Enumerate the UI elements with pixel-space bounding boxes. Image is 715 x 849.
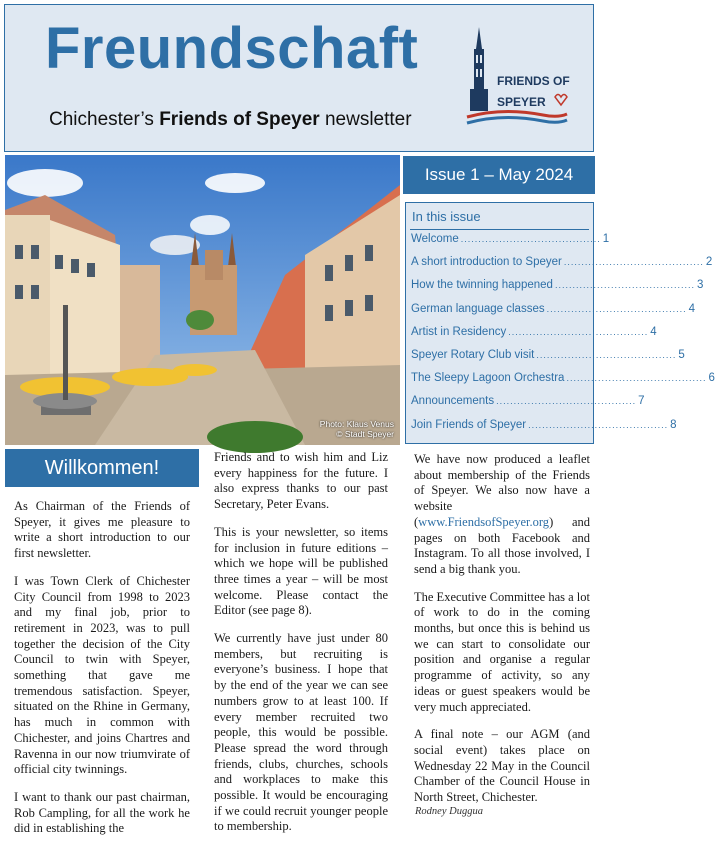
logo-line-1: FRIENDS OF — [497, 74, 570, 88]
toc-item-page: 3 — [696, 279, 704, 292]
toc-item-title: Join Friends of Speyer — [411, 418, 527, 431]
toc-item-page: 8 — [670, 418, 677, 431]
subtitle-pre: Chichester’s — [49, 109, 160, 130]
toc-item[interactable] — [411, 395, 645, 418]
toc-leader: ........................................ — [528, 419, 669, 430]
paragraph: I was Town Clerk of Chichester City Council from 1998 to 2023 and my final job, prior to retirement in 2023, was to pull together the decision of the City Council to twin with Speyer, something that gave me tremendous satisfaction. Speyer, situated on the Rhine in Germany, has much in common with Chichester, and joins Chartres and Ravenna in our now triumvirate of official city twinnings. — [14, 573, 190, 777]
issue-label: Issue 1 – May 2024 — [403, 156, 595, 194]
toc-item-page: 1 — [602, 233, 610, 245]
logo-wordmark — [497, 75, 570, 109]
toc-item-page: 7 — [638, 395, 645, 408]
subtitle-post: newsletter — [319, 109, 412, 130]
toc-divider — [410, 229, 589, 230]
paragraph — [414, 452, 590, 578]
toc-item[interactable] — [411, 233, 610, 256]
newsletter-subtitle — [49, 109, 412, 131]
toc-item[interactable] — [411, 348, 685, 372]
speyer-street-photo — [5, 155, 400, 445]
paragraph: This is your newsletter, so items for inclusion in future editions – which we hope will be published three times a year – will be most welcome. Please contact the Editor (see page 8). — [214, 524, 388, 618]
toc-item-page: 2 — [705, 256, 713, 269]
paragraph: I want to thank our past chairman, Rob Campling, for all the work he did in establishing the — [14, 789, 190, 836]
toc-item-page: 6 — [708, 372, 715, 385]
toc-item-title: Announcements — [411, 395, 495, 408]
toc-leader: ........................................ — [536, 349, 677, 360]
toc-leader: ........................................ — [460, 234, 601, 244]
toc-item[interactable] — [411, 279, 704, 302]
article-column-1 — [14, 499, 190, 849]
photo-credit-line-2: © Stadt Speyer — [336, 429, 394, 439]
toc-item-title: A short introduction to Speyer — [411, 256, 562, 269]
photo-credit-line-1: Photo: Klaus Venus — [319, 419, 394, 429]
signature: Rodney Duggua — [415, 806, 483, 817]
paragraph-text: ) and pages on both Facebook and Instagram. To all those involved, I send a big thank you. — [414, 514, 590, 576]
masthead — [4, 4, 594, 152]
paragraph-text: We have now produced a leaflet about membership of the Friends of Speyer. We also now have a website ( — [414, 452, 590, 529]
toc-item-title: Welcome — [411, 233, 459, 245]
toc-item[interactable] — [411, 325, 657, 349]
speyer-street-illustration — [5, 155, 400, 445]
website-link[interactable]: www.FriendsofSpeyer.org — [418, 514, 550, 529]
newsletter-title: Freundschaft — [45, 16, 419, 81]
toc-item-title: Speyer Rotary Club visit — [411, 348, 535, 361]
paragraph: A final note – our AGM (and social event) takes place on Wednesday 22 May in the Council Chamber of the Council House in North Street, Chichester. — [414, 727, 590, 805]
toc-item[interactable] — [411, 418, 677, 442]
toc-leader: ........................................ — [563, 257, 704, 268]
paragraph: As Chairman of the Friends of Speyer, it gives me pleasure to write a short introduction to our first newsletter. — [14, 499, 190, 561]
toc-item[interactable] — [411, 302, 696, 326]
table-of-contents — [405, 202, 715, 444]
paragraph: The Executive Committee has a lot of work to do in the coming months, but once this is behind us we can start to consolidate our position and organise a regular programme of activity, so any ideas or guest speakers would be very much appreciated. — [414, 589, 590, 714]
toc-leader: ........................................ — [508, 326, 649, 337]
toc-item-page: 5 — [678, 348, 685, 361]
toc-item-title: The Sleepy Lagoon Orchestra — [411, 372, 565, 385]
toc-list — [411, 233, 715, 442]
toc-leader: ........................................ — [546, 303, 687, 314]
toc-item-page: 4 — [688, 302, 696, 315]
welcome-heading: Willkommen! — [5, 449, 199, 487]
toc-item-title: How the twinning happened — [411, 279, 553, 292]
toc-item-page: 4 — [650, 325, 657, 338]
article-column-3 — [414, 452, 590, 818]
subtitle-bold: Friends of Speyer — [159, 109, 320, 130]
article-column-2 — [214, 450, 388, 847]
photo-credit — [320, 419, 394, 439]
toc-leader: ........................................ — [566, 373, 707, 384]
toc-heading: In this issue — [412, 209, 481, 224]
logo-line-2: SPEYER — [497, 95, 546, 109]
toc-item-title: Artist in Residency — [411, 325, 507, 338]
toc-leader: ........................................ — [496, 396, 637, 407]
toc-item[interactable] — [411, 256, 713, 279]
paragraph: Friends and to wish him and Liz every happiness for the future. I also express thanks to our past Secretary, Peter Evans. — [214, 450, 388, 512]
paragraph: We currently have just under 80 members, but recruiting is everyone’s business. I hope that by the end of the year we can see numbers grow to at least 100. If every member recruited two people, this would be possible. Please spread the word through friends, clubs, churches, schools and workplaces to make this possible. It would be encouraging if we could recruit younger people to membership. — [214, 631, 388, 834]
toc-item-title: German language classes — [411, 302, 545, 315]
toc-leader: ........................................ — [554, 280, 695, 291]
toc-item[interactable] — [411, 372, 715, 395]
